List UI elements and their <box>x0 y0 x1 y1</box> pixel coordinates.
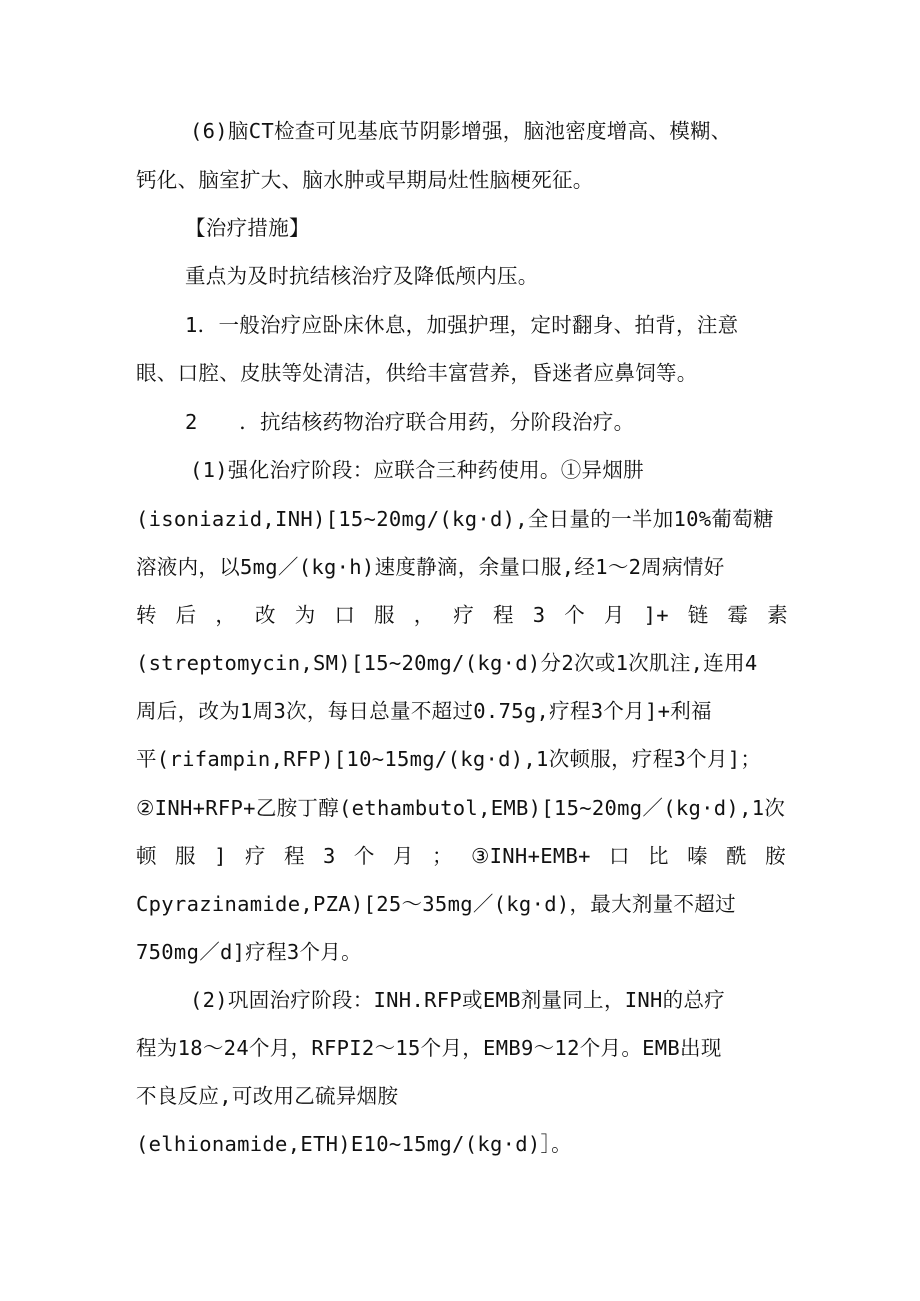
justified-word: ③INH+EMB+ <box>470 844 591 868</box>
text-line-21: 不良反应,可改用乙硫异烟胺 <box>136 1084 399 1108</box>
justified-word: 3 <box>323 844 336 868</box>
justified-word: 嗪 <box>687 844 708 868</box>
justified-word: 链 <box>687 603 709 627</box>
justified-word: 后 <box>175 603 197 627</box>
text-line-4: 重点为及时抗结核治疗及降低颅内压。 <box>185 264 539 288</box>
justified-word: 月 <box>603 603 625 627</box>
justified-word: ； <box>431 844 453 868</box>
justified-word: 3 <box>532 603 546 627</box>
text-line-1: (6)脑CT检查可见基底节阴影增强，脑池密度增高、模糊、 <box>190 119 732 143</box>
justified-word: 个 <box>564 603 586 627</box>
text-line-17: Cpyrazinamide,PZA)[25～35mg／(kg·d)，最大剂量不超过 <box>136 892 736 916</box>
justified-word: ]+ <box>643 603 669 627</box>
justified-word: 程 <box>493 603 514 627</box>
text-line-7: 2 ．抗结核药物治疗联合用药，分阶段治疗。 <box>185 410 635 434</box>
justified-word: 酰 <box>726 844 747 868</box>
text-line-22: (elhionamide,ETH)E10~15mg/(kg·d)］。 <box>136 1132 572 1156</box>
justified-word: ] <box>214 844 227 868</box>
text-line-19: (2)巩固治疗阶段：INH.RFP或EMB剂量同上，INH的总疗 <box>190 988 726 1012</box>
text-line-18: 750mg／d]疗程3个月。 <box>136 940 362 964</box>
justified-word: 比 <box>648 844 669 868</box>
justified-word: ， <box>215 603 237 627</box>
justified-word: 月 <box>392 844 414 868</box>
text-line-20: 程为18～24个月，RFPI2～15个月，EMB9～12个月。EMB出现 <box>136 1036 722 1060</box>
text-line-2: 钙化、脑室扩大、脑水肿或早期局灶性脑梗死征。 <box>136 168 594 192</box>
justified-word: 为 <box>294 603 316 627</box>
justified-word: ， <box>413 603 435 627</box>
text-line-10: 溶液内，以5mg／(kg·h)速度静滴，余量口服,经1～2周病情好 <box>136 555 725 579</box>
text-line-15: ②INH+RFP+乙胺丁醇(ethambutol,EMB)[15~20mg／(kg·d),1次 <box>136 796 786 820</box>
justified-word: 服 <box>374 603 395 627</box>
justified-word: 疗 <box>453 603 475 627</box>
justified-word: 个 <box>353 844 375 868</box>
section-heading: 【治疗措施】 <box>185 216 310 240</box>
justified-word: 口 <box>609 844 630 868</box>
justified-word: 转 <box>136 603 157 627</box>
text-line-5: 1．一般治疗应卧床休息，加强护理，定时翻身、拍背，注意 <box>185 313 739 337</box>
text-line-16-justified <box>136 842 786 870</box>
justified-word: 疗 <box>244 844 266 868</box>
text-line-11-justified <box>136 601 788 629</box>
text-line-8: (1)强化治疗阶段：应联合三种药使用。①异烟肼 <box>190 458 644 482</box>
justified-word: 顿 <box>136 844 157 868</box>
text-line-9: (isoniazid,INH)[15~20mg/(kg·d),全日量的一半加10%葡萄糖 <box>136 507 774 531</box>
justified-word: 口 <box>334 603 356 627</box>
justified-word: 素 <box>767 603 788 627</box>
text-line-6: 眼、口腔、皮肤等处清洁，供给丰富营养，昏迷者应鼻饲等。 <box>136 361 698 385</box>
justified-word: 霉 <box>727 603 749 627</box>
justified-word: 程 <box>283 844 305 868</box>
justified-word: 胺 <box>765 844 786 868</box>
text-line-12: (streptomycin,SM)[15~20mg/(kg·d)分2次或1次肌注,连用4 <box>136 651 758 675</box>
text-line-13: 周后，改为1周3次，每日总量不超过0.75g,疗程3个月]+利福 <box>136 699 712 723</box>
justified-word: 服 <box>175 844 196 868</box>
justified-word: 改 <box>255 603 276 627</box>
text-line-14: 平(rifampin,RFP)[10~15mg/(kg·d),1次顿服，疗程3个月]； <box>136 747 762 771</box>
